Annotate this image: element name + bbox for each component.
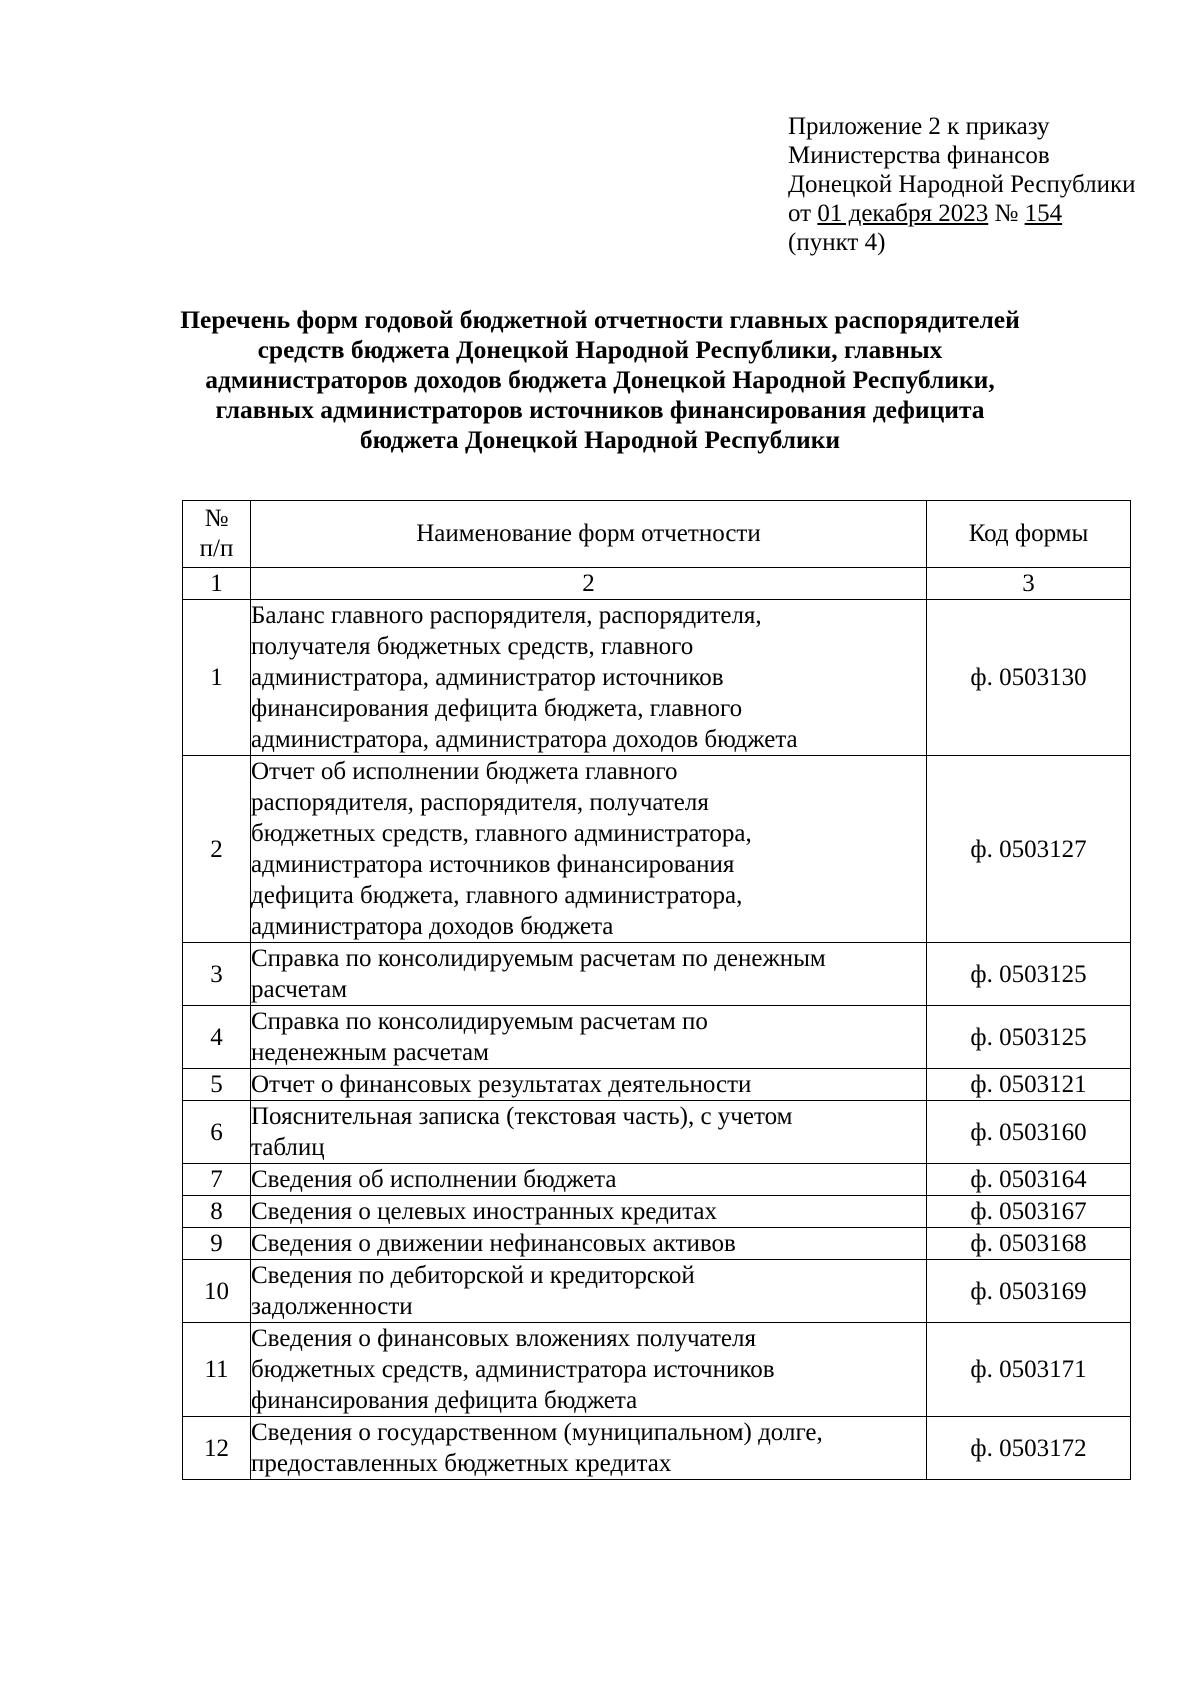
form-name-line: бюджетных средств, администратора источников: [251, 1356, 775, 1383]
table-row: [183, 1164, 1131, 1196]
title-line: бюджета Донецкой Народной Республики: [359, 425, 841, 454]
form-name: [251, 1101, 927, 1164]
form-name-line: Справка по консолидируемым расчетам по денежным: [251, 945, 826, 972]
form-code: ф. 0503172: [927, 1417, 1131, 1480]
form-code: ф. 0503121: [927, 1069, 1131, 1101]
form-name: [251, 1164, 927, 1196]
form-name-line: Отчет о финансовых результатах деятельности: [251, 1071, 752, 1098]
row-number: 1: [183, 600, 251, 756]
header-number-sign: №: [204, 505, 229, 532]
appendix-line: (пункт 4): [788, 229, 886, 256]
order-date: 01 декабря 2023: [817, 200, 989, 227]
form-name: [251, 1323, 927, 1417]
form-code: ф. 0503127: [927, 756, 1131, 943]
date-prefix: от: [788, 200, 818, 227]
order-number: 154: [1024, 200, 1063, 227]
form-name-line: дефицита бюджета, главного администратора,: [251, 882, 743, 909]
column-index: 1: [183, 568, 251, 600]
row-number: 8: [183, 1196, 251, 1228]
form-name-line: администратора, администратора доходов бюджета: [251, 726, 798, 753]
table-row: [183, 1006, 1131, 1069]
row-number: 7: [183, 1164, 251, 1196]
form-name-line: Сведения о целевых иностранных кредитах: [251, 1198, 718, 1225]
table-row: [183, 1417, 1131, 1480]
appendix-line: Донецкой Народной Республики: [788, 171, 1136, 198]
column-index: 2: [251, 568, 927, 600]
form-name: [251, 1006, 927, 1069]
header-number: [183, 501, 251, 568]
form-name: [251, 1228, 927, 1260]
title-line: администраторов доходов бюджета Донецкой Народной Республики,: [205, 365, 995, 394]
row-number: 9: [183, 1228, 251, 1260]
title-line: средств бюджета Донецкой Народной Республики, главных: [257, 335, 943, 364]
form-code: ф. 0503160: [927, 1101, 1131, 1164]
appendix-line: Приложение 2 к приказу: [788, 113, 1050, 140]
form-name-line: расчетам: [251, 976, 348, 1003]
form-name-line: финансирования дефицита бюджета, главного: [251, 695, 743, 722]
form-code: ф. 0503171: [927, 1323, 1131, 1417]
appendix-header: [788, 112, 1136, 257]
form-name: [251, 1417, 927, 1480]
header-number-abbr: п/п: [199, 535, 234, 562]
table-row: [183, 1101, 1131, 1164]
form-code: ф. 0503167: [927, 1196, 1131, 1228]
document-title: [130, 305, 1070, 455]
form-name-line: Справка по консолидируемым расчетам по: [251, 1008, 708, 1035]
appendix-line: Министерства финансов: [788, 142, 1050, 169]
appendix-date-line: [788, 199, 1136, 228]
table-row: [183, 1228, 1131, 1260]
form-name-line: Сведения о финансовых вложениях получателя: [251, 1325, 756, 1352]
table-row: [183, 1196, 1131, 1228]
form-name-line: Сведения о государственном (муниципальном) долге,: [251, 1419, 823, 1446]
row-number: 10: [183, 1260, 251, 1323]
forms-table: [182, 500, 1131, 1480]
table-row: [183, 756, 1131, 943]
form-name-line: неденежным расчетам: [251, 1039, 489, 1066]
number-sign: №: [988, 200, 1025, 227]
row-number: 5: [183, 1069, 251, 1101]
form-name-line: Сведения об исполнении бюджета: [251, 1166, 617, 1193]
form-name-line: таблиц: [251, 1134, 325, 1161]
form-name-line: распорядителя, распорядителя, получателя: [251, 789, 709, 816]
form-name-line: бюджетных средств, главного администратора,: [251, 820, 752, 847]
column-index: 3: [927, 568, 1131, 600]
table-row: [183, 1323, 1131, 1417]
form-code: ф. 0503130: [927, 600, 1131, 756]
title-line: главных администраторов источников финансирования дефицита: [215, 395, 985, 424]
form-name-line: Сведения о движении нефинансовых активов: [251, 1230, 736, 1257]
form-name-line: администратора источников финансирования: [251, 851, 735, 878]
header-name: Наименование форм отчетности: [251, 501, 927, 568]
form-name-line: задолженности: [251, 1293, 413, 1320]
table-header-row: [183, 501, 1131, 568]
header-code: Код формы: [927, 501, 1131, 568]
form-name-line: предоставленных бюджетных кредитах: [251, 1450, 672, 1477]
form-code: ф. 0503168: [927, 1228, 1131, 1260]
form-name-line: администратора, администратор источников: [251, 664, 724, 691]
table-body: [183, 600, 1131, 1480]
form-name: [251, 1260, 927, 1323]
form-name: [251, 1196, 927, 1228]
form-name-line: финансирования дефицита бюджета: [251, 1387, 638, 1414]
form-name-line: администратора доходов бюджета: [251, 913, 614, 940]
row-number: 4: [183, 1006, 251, 1069]
form-name-line: Пояснительная записка (текстовая часть), с учетом: [251, 1103, 793, 1130]
table-row: [183, 1260, 1131, 1323]
form-name: [251, 600, 927, 756]
form-name-line: Сведения по дебиторской и кредиторской: [251, 1262, 695, 1289]
table-row: [183, 1069, 1131, 1101]
row-number: 3: [183, 943, 251, 1006]
title-line: Перечень форм годовой бюджетной отчетности главных распорядителей: [180, 305, 1020, 334]
form-name-line: Баланс главного распорядителя, распорядителя,: [251, 602, 762, 629]
form-name: [251, 756, 927, 943]
form-code: ф. 0503125: [927, 1006, 1131, 1069]
table-row: [183, 943, 1131, 1006]
row-number: 2: [183, 756, 251, 943]
form-name-line: получателя бюджетных средств, главного: [251, 633, 694, 660]
row-number: 11: [183, 1323, 251, 1417]
column-index-row: [183, 568, 1131, 600]
form-name-line: Отчет об исполнении бюджета главного: [251, 758, 678, 785]
form-code: ф. 0503164: [927, 1164, 1131, 1196]
form-code: ф. 0503125: [927, 943, 1131, 1006]
row-number: 6: [183, 1101, 251, 1164]
form-name: [251, 1069, 927, 1101]
form-name: [251, 943, 927, 1006]
table-row: [183, 600, 1131, 756]
form-code: ф. 0503169: [927, 1260, 1131, 1323]
row-number: 12: [183, 1417, 251, 1480]
